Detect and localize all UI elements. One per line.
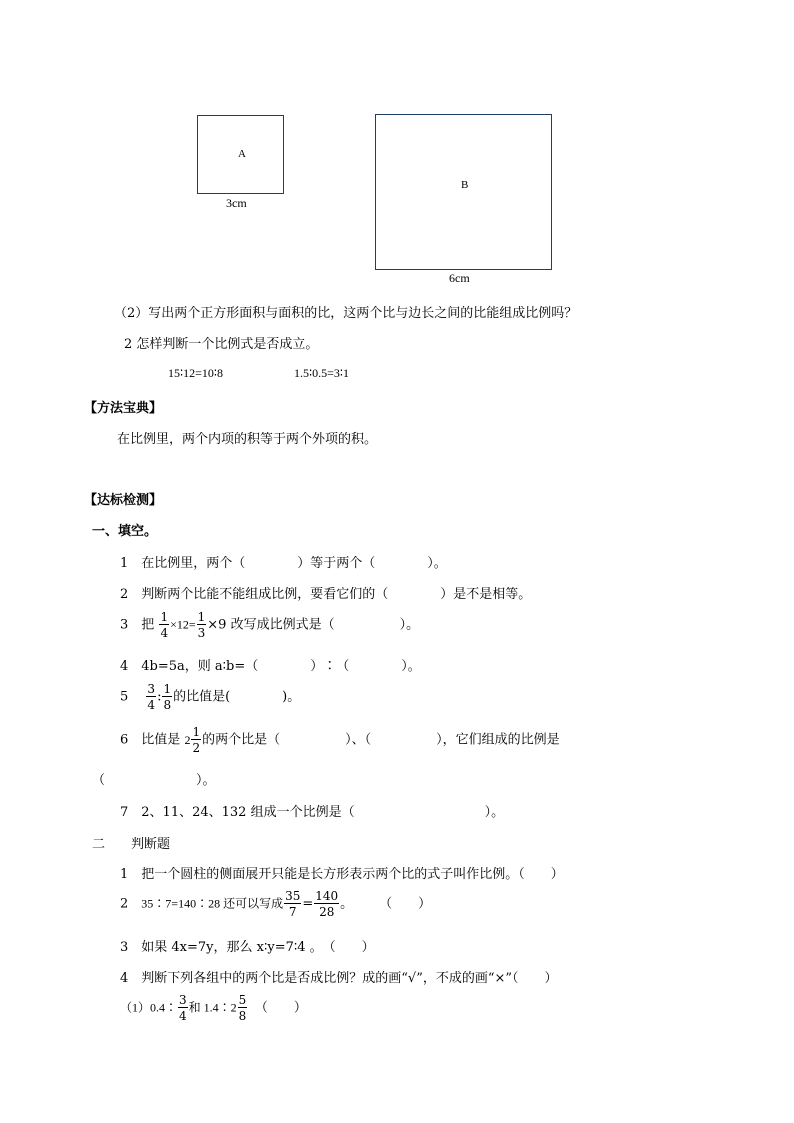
method-heading: 【方法宝典】 — [84, 401, 163, 416]
q3-pre: 把 — [141, 617, 155, 633]
square-a-label: A — [238, 148, 246, 160]
fill-question-2: 2 判断两个比能不能组成比例，要看它们的（ ）是不是相等。 — [120, 587, 532, 602]
judge-q2-eq: = — [302, 896, 314, 912]
judge-question-2 — [120, 890, 431, 918]
judge-q4-1-pre: （1）0.4∶ — [120, 1000, 178, 1015]
fill-question-3 — [120, 611, 419, 639]
square-a-caption: 3cm — [226, 196, 247, 210]
q5-fraction-2: $\frac{1}{8}$ — [163, 682, 172, 712]
q3-post: ×9 改写成比例式是（ ）。 — [207, 617, 420, 633]
judge-q4-1-fraction-2: $\frac{5}{8}$ — [238, 993, 247, 1023]
judge-question-4-1 — [120, 994, 307, 1022]
judge-q2-post: 。 （ ） — [340, 896, 432, 912]
q5-colon: : — [157, 689, 162, 705]
square-b-caption: 6cm — [449, 271, 470, 285]
fill-question-6 — [120, 726, 560, 754]
example-proportion-2: 1.5∶0.5=3∶1 — [294, 366, 350, 380]
judge-question-1: 1 把一个圆柱的侧面展开只能是长方形表示两个比的式子叫作比例。（ ） — [120, 867, 564, 882]
judge-section-title: 二 判断题 — [92, 837, 171, 852]
check-heading: 【达标检测】 — [84, 493, 163, 508]
q6-number: 6 — [120, 732, 129, 748]
method-text: 在比例里，两个内项的积等于两个外项的积。 — [117, 432, 378, 447]
judge-q2-fraction-2: $\frac{140}{28}$ — [315, 889, 339, 919]
q3-fraction-2: $\frac{1}{3}$ — [197, 610, 206, 640]
q6-pre: 比值是 — [141, 732, 181, 748]
q3-mid: ×12= — [170, 617, 196, 632]
fill-question-7: 7 2、11、24、132 组成一个比例是（ ）。 — [120, 805, 505, 820]
fill-question-1: 1 在比例里，两个（ ）等于两个（ ）。 — [120, 556, 447, 571]
judge-q2-number: 2 — [120, 896, 129, 912]
q3-fraction-1: $\frac{1}{4}$ — [160, 610, 169, 640]
q6-mixed-number: 2 $\frac{1}{2}$ — [184, 725, 201, 755]
q6-post: 的两个比是（ ）、（ ），它们组成的比例是 — [202, 732, 560, 748]
judge-q2-fraction-1: $\frac{35}{7}$ — [285, 889, 301, 919]
q5-fraction-1: $\frac{3}{4}$ — [147, 682, 156, 712]
fill-question-6-continued: （ ）。 — [92, 773, 216, 788]
fill-question-4: 4 4b=5a，则 a∶b=（ ）∶（ ）。 — [120, 659, 421, 674]
judge-q4-1-post: （ ） — [248, 1000, 307, 1016]
square-b — [375, 114, 552, 270]
square-b-label: B — [461, 179, 469, 191]
judge-q4-1-mid: 和 1.4∶2 — [188, 1000, 237, 1015]
judge-q4-1-fraction-1: $\frac{3}{4}$ — [179, 993, 187, 1023]
q3-number: 3 — [120, 617, 129, 633]
fill-question-5 — [120, 683, 300, 711]
q5-post: 的比值是( )。 — [173, 689, 301, 705]
fill-section-title: 一、填空。 — [92, 524, 158, 539]
judge-q2-pre: 35∶7=140∶28 还可以写成 — [141, 896, 284, 911]
judge-question-3: 3 如果 4x=7y，那么 x∶y=7∶4 。 （ ） — [120, 940, 375, 955]
judge-question-4: 4 判断下列各组中的两个比是否成比例？成的画“√”，不成的画“×”（ ） — [120, 971, 558, 986]
example-proportion-1: 15∶12=10∶8 — [168, 366, 224, 380]
q5-number: 5 — [120, 689, 129, 705]
question-2-text: （2）写出两个正方形面积与面积的比，这两个比与边长之间的比能组成比例吗？ — [114, 306, 578, 321]
question-judge-text: 2 怎样判断一个比例式是否成立。 — [124, 337, 319, 352]
